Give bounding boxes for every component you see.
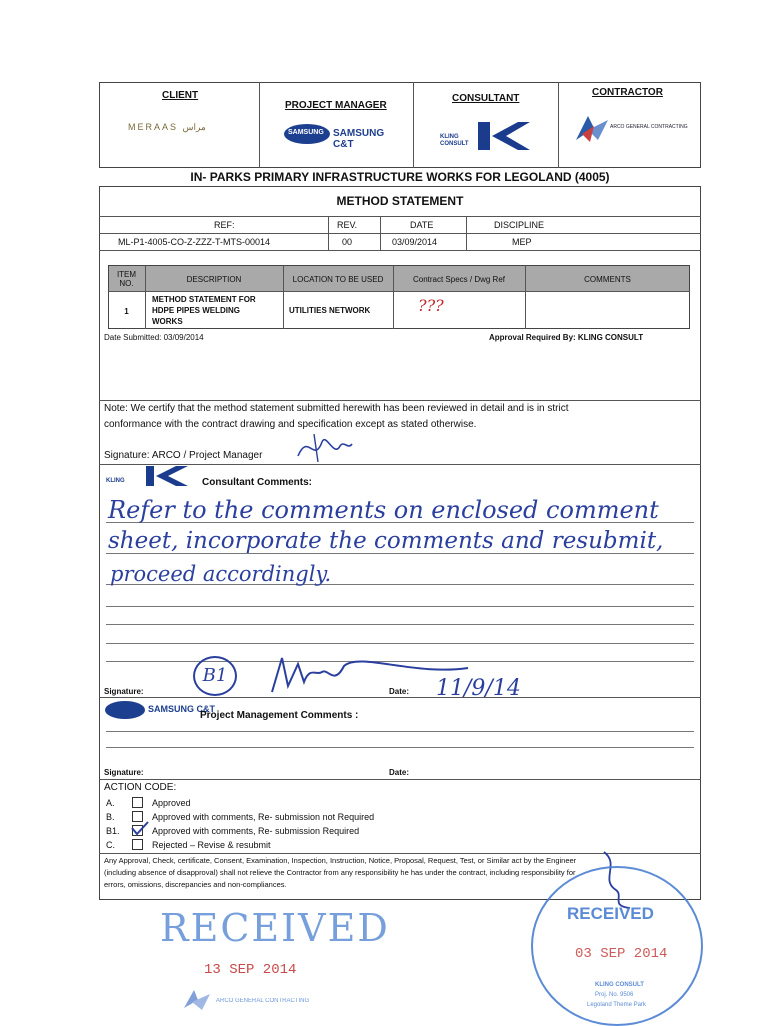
ref-value: ML-P1-4005-CO-Z-ZZZ-T-MTS-00014 (118, 237, 271, 247)
date-submitted: Date Submitted: 03/09/2014 (104, 333, 204, 342)
row-location: UTILITIES NETWORK (289, 306, 371, 315)
samsung-small-text: SAMSUNG C&T (148, 704, 215, 714)
client-logo (128, 118, 238, 140)
col-item-no: ITEM NO. (116, 270, 137, 288)
col-comments: COMMENTS (584, 275, 631, 284)
pm-comments-label: Project Management Comments : (200, 710, 359, 721)
kling-small-logo-icon (106, 466, 202, 488)
pm-logo (283, 122, 393, 148)
date-value: 03/09/2014 (392, 237, 438, 247)
row-description: METHOD STATEMENT FOR HDPE PIPES WELDING WORKS (152, 295, 256, 326)
option-a-label: Approved (152, 798, 191, 808)
disclaimer-line-3: errors, omissions, discrepancies and non-compliances. (104, 880, 287, 889)
kling-k-icon (478, 120, 530, 152)
samsung-oval-icon (104, 700, 146, 720)
stamp-right-title: RECEIVED (567, 904, 654, 923)
col-location: LOCATION TO BE USED (292, 275, 384, 284)
note-line-1: Note: We certify that the method statement submitted herewith has been reviewed in detail and is in strict (104, 403, 569, 414)
col-description: DESCRIPTION (186, 275, 242, 284)
ruled-line (106, 731, 694, 732)
stamp-right-line-2: Proj. No. 9506 (595, 992, 634, 998)
project-title: IN- PARKS PRIMARY INFRASTRUCTURE WORKS FOR LEGOLAND (4005) (190, 170, 610, 184)
divider (466, 216, 467, 250)
ruled-line (106, 606, 694, 607)
arco-signature-mark (294, 428, 354, 468)
client-logo-text: MERAAS مراس (128, 122, 206, 132)
check-mark-icon (130, 820, 150, 836)
handwritten-comment-line-1: Refer to the comments on enclosed comment (108, 496, 659, 524)
divider (99, 233, 701, 234)
option-c-label: Rejected – Revise & resubmit (152, 840, 271, 850)
divider (99, 250, 701, 251)
consultant-comments-label: Consultant Comments: (202, 477, 312, 488)
consultant-date-handwritten: 11/9/14 (436, 676, 521, 701)
row-item-no: 1 (124, 307, 129, 316)
divider (328, 216, 329, 250)
received-stamp-left (160, 906, 390, 1016)
pm-logo-text: SAMSUNG C&T (333, 128, 385, 150)
consultant-logo (440, 120, 540, 156)
svg-text:KLING: KLING (106, 478, 125, 484)
row-specs-handwritten: ??? (418, 296, 444, 315)
pm-date-label: Date: (389, 768, 410, 777)
note-line-2: conformance with the contract drawing and specification except as stated otherwise. (104, 419, 477, 430)
divider (99, 400, 701, 401)
discipline-label: DISCIPLINE (494, 220, 545, 230)
option-b1-code: B1. (106, 826, 120, 836)
consultant-signature-label: Signature: (104, 687, 144, 696)
divider (99, 697, 701, 698)
stamp-right-date: 03 SEP 2014 (575, 946, 668, 962)
divider (99, 464, 701, 465)
consultant-logo-text: KLING CONSULT (440, 134, 469, 147)
arco-stamp-icon (182, 988, 212, 1012)
divider (259, 82, 260, 168)
project-manager-label: PROJECT MANAGER (285, 100, 387, 111)
divider (108, 291, 690, 292)
approval-required: Approval Required By: KLING CONSULT (489, 333, 644, 342)
contractor-logo (574, 112, 696, 148)
date-label: DATE (410, 220, 434, 230)
stamp-left-org: ARCO GENERAL CONTRACTING (216, 998, 310, 1004)
pm-signature-label: Signature: (104, 768, 144, 777)
col-specs: Contract Specs / Dwg Ref (412, 275, 506, 284)
pm-logo-badge: SAMSUNG (288, 129, 324, 136)
ref-label: REF: (214, 220, 235, 230)
signature-arco: Signature: ARCO / Project Manager (104, 450, 263, 461)
contractor-logo-text: ARCO GENERAL CONTRACTING (610, 124, 688, 130)
received-stamp-right (531, 866, 703, 1026)
option-a-checkbox[interactable] (132, 797, 143, 808)
consultant-label: CONSULTANT (452, 93, 520, 104)
ruled-line (106, 624, 694, 625)
rev-label: REV. (337, 220, 358, 230)
option-a-code: A. (106, 798, 115, 808)
option-c-checkbox[interactable] (132, 839, 143, 850)
contractor-label: CONTRACTOR (592, 87, 663, 98)
handwritten-comment-line-2: sheet, incorporate the comments and resubmit, (108, 528, 664, 554)
divider (558, 82, 559, 168)
stamp-right-line-3: Legoland Theme Park (587, 1002, 646, 1008)
stamp-left-title: RECEIVED (160, 906, 390, 950)
stamp-left-date: 13 SEP 2014 (204, 962, 297, 978)
option-b-code: B. (106, 812, 115, 822)
rev-value: 00 (342, 237, 353, 247)
divider (380, 216, 381, 250)
stamp-right-org: KLING CONSULT (595, 982, 644, 988)
client-label: CLIENT (162, 90, 199, 101)
consultant-date-label: Date: (389, 687, 410, 696)
action-code-mark: B1 (193, 656, 237, 696)
samsung-small-logo (104, 700, 215, 722)
arco-bird-icon (574, 112, 610, 144)
divider (413, 82, 414, 168)
option-b1-label: Approved with comments, Re- submission Required (152, 826, 360, 836)
ruled-line (106, 747, 694, 748)
action-code-title: ACTION CODE: (104, 782, 177, 793)
divider (99, 216, 701, 217)
disclaimer-line-2: (including absence of disapproval) shall not relieve the Contractor from any responsibility he has under the contract, including responsibility for (104, 868, 576, 877)
ruled-line (106, 643, 694, 644)
option-c-code: C. (106, 840, 115, 850)
handwritten-comment-line-3: proceed accordingly. (110, 562, 332, 586)
discipline-value: MEP (512, 237, 532, 247)
option-b-label: Approved with comments, Re- submission not Required (152, 812, 375, 822)
doc-title: METHOD STATEMENT (336, 194, 464, 208)
disclaimer-line-1: Any Approval, Check, certificate, Consent, Examination, Inspection, Instruction, Notice, Proposal, Request, Test, or Similar act by the Engineer (104, 856, 577, 865)
divider (99, 779, 701, 780)
